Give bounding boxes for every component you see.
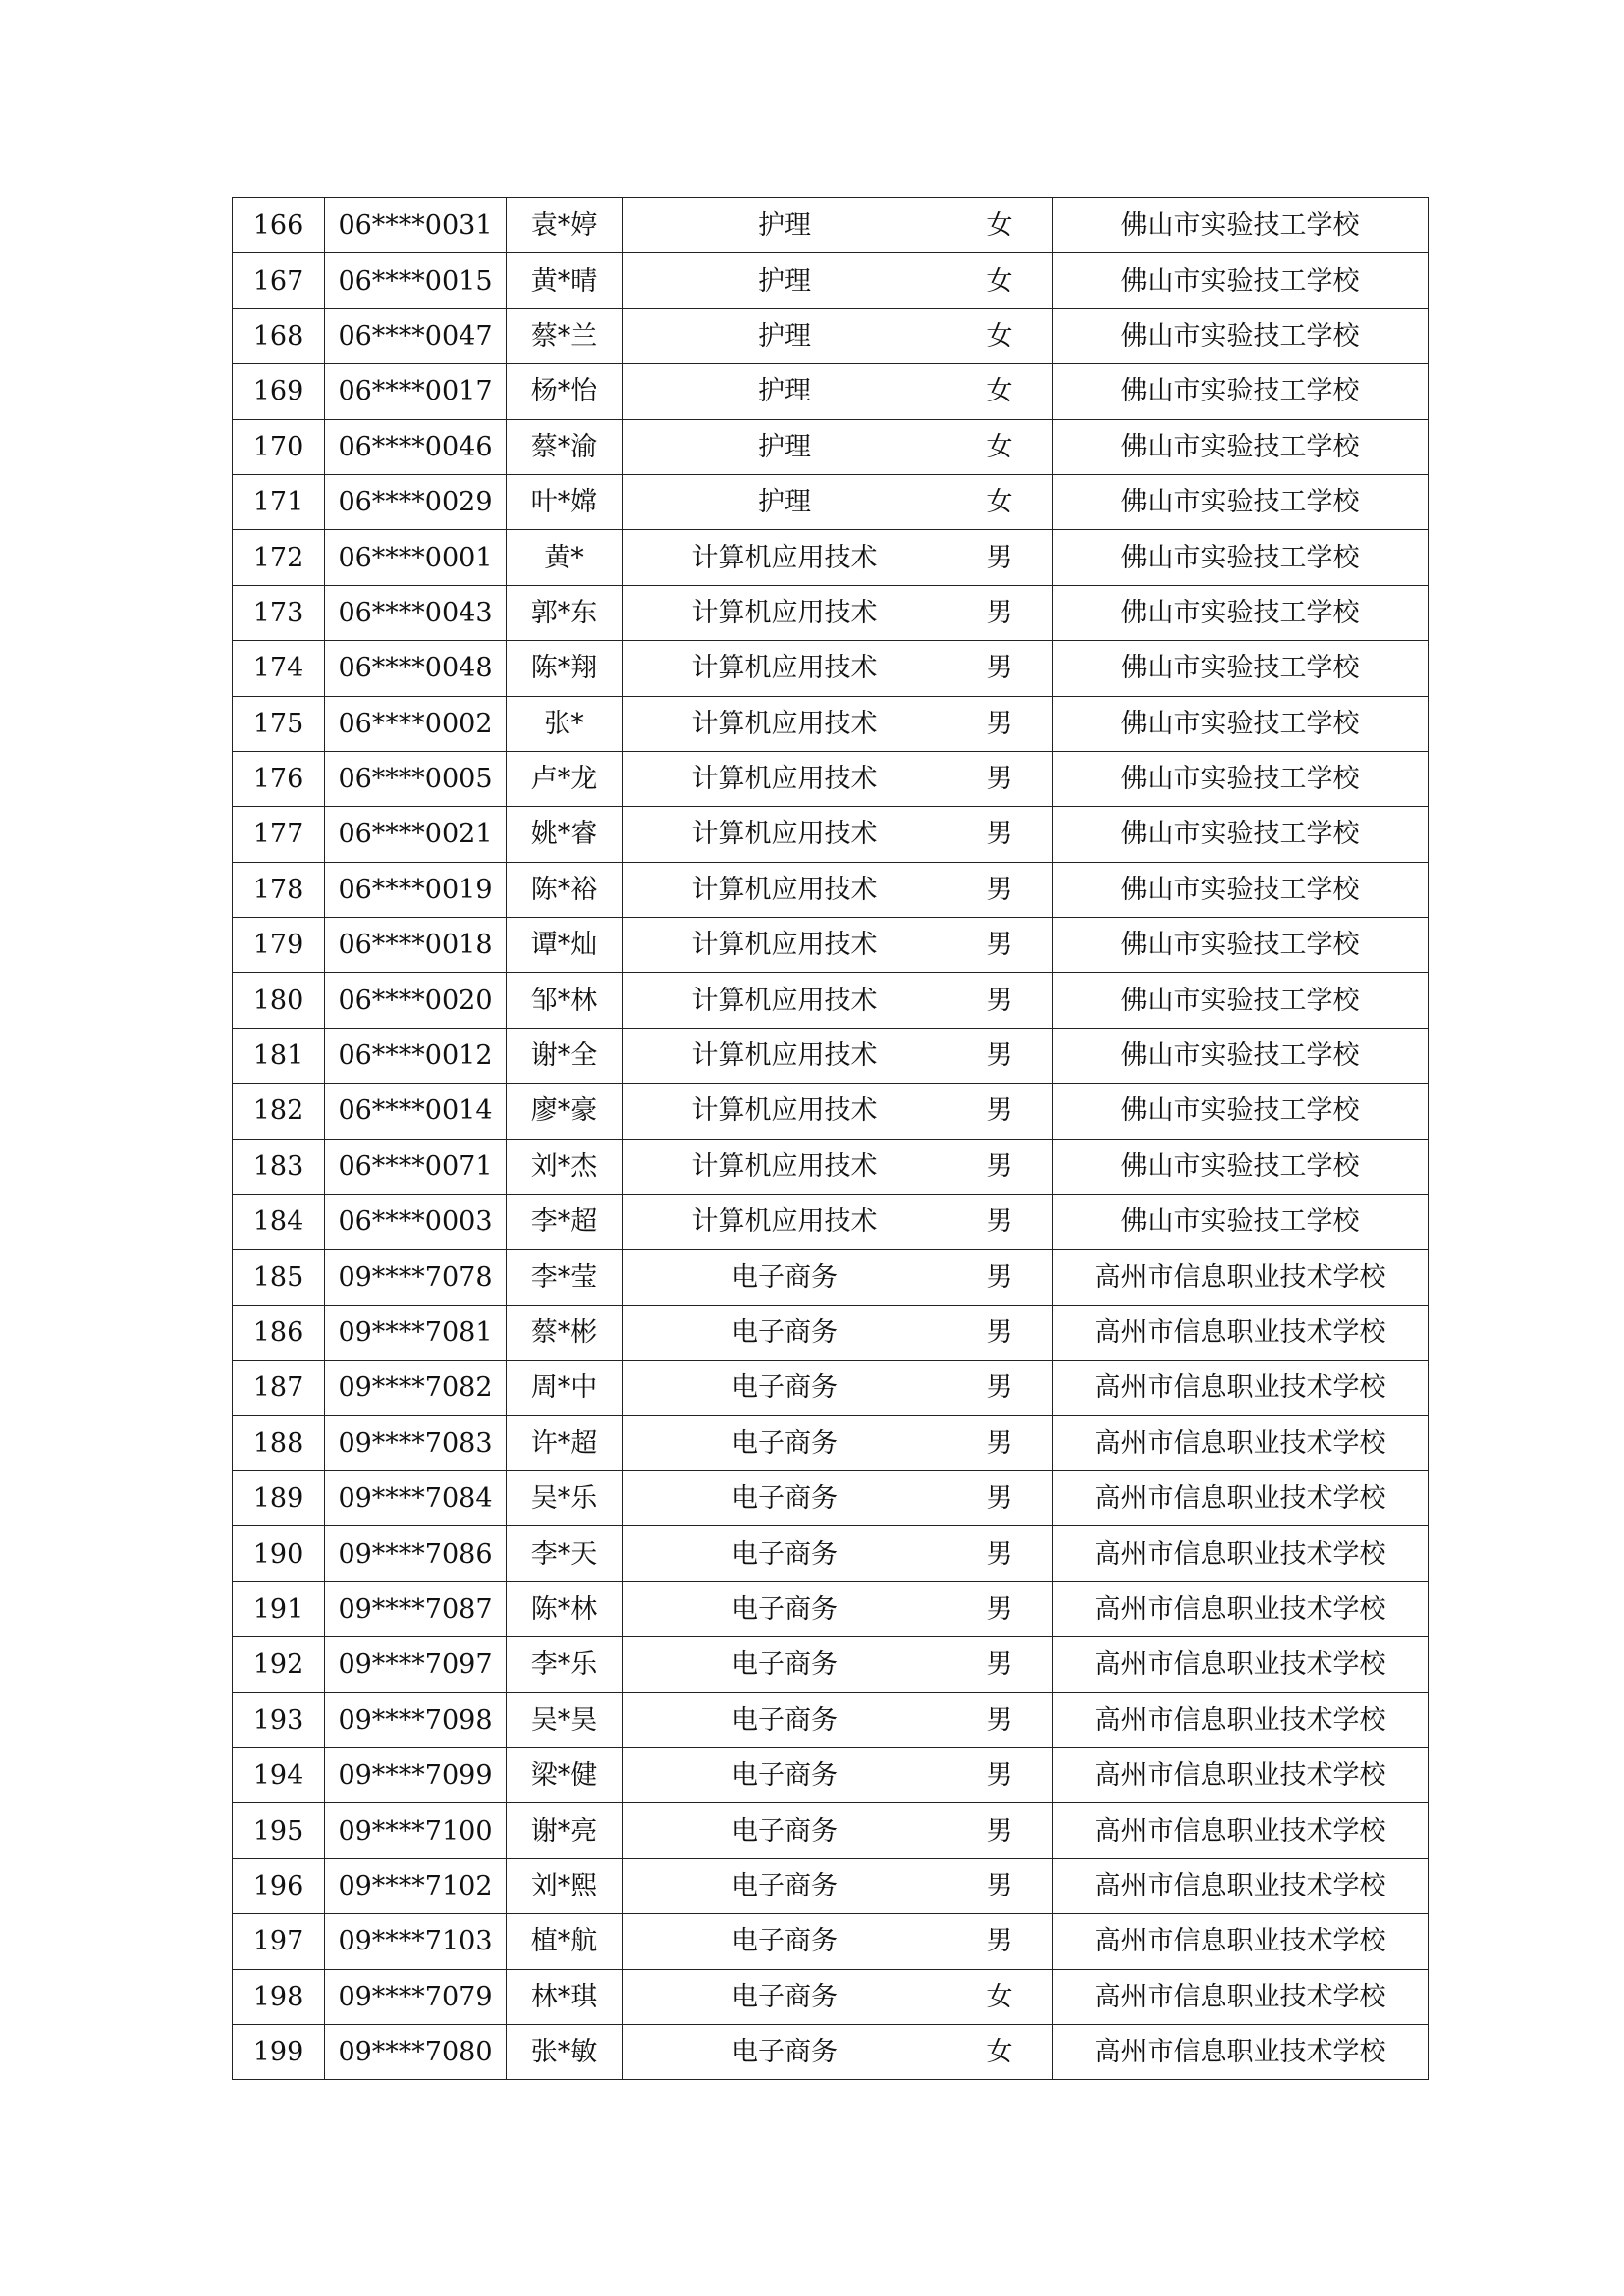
- gender-cell: 女: [947, 419, 1053, 474]
- gender-cell: 女: [947, 1969, 1053, 2024]
- school-cell: 高州市信息职业技术学校: [1053, 1914, 1429, 1969]
- student-name-cell: 张*敏: [507, 2024, 623, 2079]
- student-roster-table: [232, 197, 1429, 2080]
- student-id-cell: 06****0014: [325, 1084, 507, 1139]
- table-row: [233, 1084, 1429, 1139]
- row-number-cell: 199: [233, 2024, 325, 2079]
- gender-cell: 男: [947, 1305, 1053, 1360]
- table-row: [233, 751, 1429, 806]
- table-row: [233, 862, 1429, 917]
- table-row: [233, 253, 1429, 308]
- school-cell: 高州市信息职业技术学校: [1053, 1415, 1429, 1470]
- student-id-cell: 06****0020: [325, 973, 507, 1028]
- row-number-cell: 183: [233, 1139, 325, 1194]
- table-row: [233, 1581, 1429, 1636]
- table-row: [233, 364, 1429, 419]
- row-number-cell: 175: [233, 696, 325, 751]
- table-row: [233, 1195, 1429, 1250]
- student-id-cell: 06****0002: [325, 696, 507, 751]
- student-id-cell: 06****0019: [325, 862, 507, 917]
- major-cell: 电子商务: [623, 1637, 947, 1692]
- school-cell: 高州市信息职业技术学校: [1053, 1581, 1429, 1636]
- table-row: [233, 1692, 1429, 1747]
- table-row: [233, 1526, 1429, 1581]
- major-cell: 电子商务: [623, 1581, 947, 1636]
- school-cell: 高州市信息职业技术学校: [1053, 1470, 1429, 1525]
- major-cell: 计算机应用技术: [623, 1139, 947, 1194]
- table-row: [233, 807, 1429, 862]
- gender-cell: 女: [947, 308, 1053, 363]
- school-cell: 佛山市实验技工学校: [1053, 973, 1429, 1028]
- school-cell: 佛山市实验技工学校: [1053, 585, 1429, 640]
- major-cell: 电子商务: [623, 1361, 947, 1415]
- school-cell: 高州市信息职业技术学校: [1053, 1637, 1429, 1692]
- major-cell: 计算机应用技术: [623, 1195, 947, 1250]
- school-cell: 高州市信息职业技术学校: [1053, 1692, 1429, 1747]
- major-cell: 计算机应用技术: [623, 696, 947, 751]
- row-number-cell: 168: [233, 308, 325, 363]
- gender-cell: 男: [947, 1028, 1053, 1083]
- major-cell: 计算机应用技术: [623, 641, 947, 696]
- gender-cell: 男: [947, 585, 1053, 640]
- student-name-cell: 陈*裕: [507, 862, 623, 917]
- row-number-cell: 179: [233, 918, 325, 973]
- major-cell: 电子商务: [623, 1803, 947, 1858]
- student-id-cell: 09****7084: [325, 1470, 507, 1525]
- row-number-cell: 195: [233, 1803, 325, 1858]
- major-cell: 电子商务: [623, 1305, 947, 1360]
- student-name-cell: 吴*乐: [507, 1470, 623, 1525]
- student-name-cell: 陈*林: [507, 1581, 623, 1636]
- table-row: [233, 1637, 1429, 1692]
- major-cell: 计算机应用技术: [623, 973, 947, 1028]
- student-id-cell: 09****7100: [325, 1803, 507, 1858]
- student-id-cell: 06****0001: [325, 530, 507, 585]
- student-name-cell: 陈*翔: [507, 641, 623, 696]
- gender-cell: 男: [947, 807, 1053, 862]
- gender-cell: 男: [947, 1415, 1053, 1470]
- row-number-cell: 166: [233, 198, 325, 253]
- student-name-cell: 谢*亮: [507, 1803, 623, 1858]
- gender-cell: 男: [947, 696, 1053, 751]
- table-row: [233, 1470, 1429, 1525]
- student-id-cell: 06****0021: [325, 807, 507, 862]
- school-cell: 佛山市实验技工学校: [1053, 364, 1429, 419]
- row-number-cell: 186: [233, 1305, 325, 1360]
- student-name-cell: 李*超: [507, 1195, 623, 1250]
- school-cell: 佛山市实验技工学校: [1053, 1084, 1429, 1139]
- table-row: [233, 1139, 1429, 1194]
- school-cell: 佛山市实验技工学校: [1053, 308, 1429, 363]
- school-cell: 佛山市实验技工学校: [1053, 918, 1429, 973]
- school-cell: 高州市信息职业技术学校: [1053, 1361, 1429, 1415]
- table-row: [233, 1914, 1429, 1969]
- student-name-cell: 叶*嫦: [507, 474, 623, 529]
- student-id-cell: 09****7079: [325, 1969, 507, 2024]
- student-name-cell: 卢*龙: [507, 751, 623, 806]
- row-number-cell: 169: [233, 364, 325, 419]
- gender-cell: 男: [947, 530, 1053, 585]
- student-name-cell: 李*莹: [507, 1250, 623, 1305]
- gender-cell: 女: [947, 253, 1053, 308]
- table-row: [233, 1028, 1429, 1083]
- major-cell: 电子商务: [623, 1415, 947, 1470]
- gender-cell: 女: [947, 474, 1053, 529]
- major-cell: 电子商务: [623, 1747, 947, 1802]
- table-row: [233, 474, 1429, 529]
- gender-cell: 男: [947, 1692, 1053, 1747]
- roster-body: [233, 198, 1429, 2080]
- student-id-cell: 09****7083: [325, 1415, 507, 1470]
- school-cell: 高州市信息职业技术学校: [1053, 1747, 1429, 1802]
- gender-cell: 男: [947, 1803, 1053, 1858]
- major-cell: 计算机应用技术: [623, 1028, 947, 1083]
- student-id-cell: 09****7097: [325, 1637, 507, 1692]
- student-id-cell: 09****7103: [325, 1914, 507, 1969]
- table-row: [233, 918, 1429, 973]
- row-number-cell: 194: [233, 1747, 325, 1802]
- major-cell: 电子商务: [623, 1858, 947, 1913]
- major-cell: 电子商务: [623, 1914, 947, 1969]
- student-name-cell: 周*中: [507, 1361, 623, 1415]
- school-cell: 佛山市实验技工学校: [1053, 419, 1429, 474]
- major-cell: 护理: [623, 419, 947, 474]
- row-number-cell: 187: [233, 1361, 325, 1415]
- student-id-cell: 06****0018: [325, 918, 507, 973]
- student-id-cell: 09****7087: [325, 1581, 507, 1636]
- student-name-cell: 许*超: [507, 1415, 623, 1470]
- major-cell: 计算机应用技术: [623, 807, 947, 862]
- school-cell: 佛山市实验技工学校: [1053, 474, 1429, 529]
- major-cell: 电子商务: [623, 1526, 947, 1581]
- gender-cell: 男: [947, 918, 1053, 973]
- gender-cell: 女: [947, 2024, 1053, 2079]
- gender-cell: 男: [947, 1139, 1053, 1194]
- student-id-cell: 09****7099: [325, 1747, 507, 1802]
- student-name-cell: 刘*熙: [507, 1858, 623, 1913]
- row-number-cell: 192: [233, 1637, 325, 1692]
- table-row: [233, 1858, 1429, 1913]
- student-id-cell: 06****0015: [325, 253, 507, 308]
- student-name-cell: 李*天: [507, 1526, 623, 1581]
- student-name-cell: 蔡*渝: [507, 419, 623, 474]
- major-cell: 电子商务: [623, 1470, 947, 1525]
- school-cell: 高州市信息职业技术学校: [1053, 1803, 1429, 1858]
- table-row: [233, 1305, 1429, 1360]
- major-cell: 计算机应用技术: [623, 585, 947, 640]
- student-id-cell: 09****7080: [325, 2024, 507, 2079]
- major-cell: 护理: [623, 198, 947, 253]
- table-row: [233, 1415, 1429, 1470]
- row-number-cell: 180: [233, 973, 325, 1028]
- gender-cell: 女: [947, 198, 1053, 253]
- student-id-cell: 06****0047: [325, 308, 507, 363]
- row-number-cell: 198: [233, 1969, 325, 2024]
- row-number-cell: 193: [233, 1692, 325, 1747]
- student-id-cell: 06****0012: [325, 1028, 507, 1083]
- row-number-cell: 185: [233, 1250, 325, 1305]
- major-cell: 电子商务: [623, 1250, 947, 1305]
- student-id-cell: 06****0043: [325, 585, 507, 640]
- school-cell: 高州市信息职业技术学校: [1053, 1969, 1429, 2024]
- row-number-cell: 197: [233, 1914, 325, 1969]
- student-name-cell: 林*琪: [507, 1969, 623, 2024]
- student-name-cell: 邹*林: [507, 973, 623, 1028]
- row-number-cell: 173: [233, 585, 325, 640]
- row-number-cell: 167: [233, 253, 325, 308]
- gender-cell: 男: [947, 1858, 1053, 1913]
- table-row: [233, 1969, 1429, 2024]
- table-row: [233, 1361, 1429, 1415]
- school-cell: 佛山市实验技工学校: [1053, 198, 1429, 253]
- table-row: [233, 973, 1429, 1028]
- school-cell: 高州市信息职业技术学校: [1053, 1526, 1429, 1581]
- major-cell: 计算机应用技术: [623, 530, 947, 585]
- major-cell: 护理: [623, 474, 947, 529]
- row-number-cell: 174: [233, 641, 325, 696]
- school-cell: 高州市信息职业技术学校: [1053, 1250, 1429, 1305]
- gender-cell: 男: [947, 862, 1053, 917]
- row-number-cell: 172: [233, 530, 325, 585]
- gender-cell: 男: [947, 641, 1053, 696]
- student-id-cell: 06****0005: [325, 751, 507, 806]
- gender-cell: 男: [947, 1084, 1053, 1139]
- row-number-cell: 191: [233, 1581, 325, 1636]
- student-name-cell: 郭*东: [507, 585, 623, 640]
- row-number-cell: 176: [233, 751, 325, 806]
- gender-cell: 男: [947, 1581, 1053, 1636]
- school-cell: 佛山市实验技工学校: [1053, 641, 1429, 696]
- row-number-cell: 181: [233, 1028, 325, 1083]
- student-name-cell: 廖*豪: [507, 1084, 623, 1139]
- row-number-cell: 188: [233, 1415, 325, 1470]
- gender-cell: 女: [947, 364, 1053, 419]
- table-row: [233, 585, 1429, 640]
- student-id-cell: 06****0071: [325, 1139, 507, 1194]
- row-number-cell: 184: [233, 1195, 325, 1250]
- school-cell: 高州市信息职业技术学校: [1053, 1858, 1429, 1913]
- school-cell: 高州市信息职业技术学校: [1053, 2024, 1429, 2079]
- gender-cell: 男: [947, 1470, 1053, 1525]
- student-name-cell: 李*乐: [507, 1637, 623, 1692]
- table-row: [233, 2024, 1429, 2079]
- student-name-cell: 蔡*彬: [507, 1305, 623, 1360]
- row-number-cell: 170: [233, 419, 325, 474]
- school-cell: 佛山市实验技工学校: [1053, 1139, 1429, 1194]
- gender-cell: 男: [947, 973, 1053, 1028]
- student-id-cell: 09****7098: [325, 1692, 507, 1747]
- table-row: [233, 696, 1429, 751]
- major-cell: 计算机应用技术: [623, 862, 947, 917]
- school-cell: 佛山市实验技工学校: [1053, 696, 1429, 751]
- row-number-cell: 182: [233, 1084, 325, 1139]
- school-cell: 佛山市实验技工学校: [1053, 862, 1429, 917]
- major-cell: 计算机应用技术: [623, 918, 947, 973]
- student-name-cell: 谭*灿: [507, 918, 623, 973]
- student-name-cell: 杨*怡: [507, 364, 623, 419]
- row-number-cell: 189: [233, 1470, 325, 1525]
- gender-cell: 男: [947, 1637, 1053, 1692]
- row-number-cell: 178: [233, 862, 325, 917]
- student-name-cell: 黄*: [507, 530, 623, 585]
- school-cell: 佛山市实验技工学校: [1053, 530, 1429, 585]
- school-cell: 佛山市实验技工学校: [1053, 253, 1429, 308]
- gender-cell: 男: [947, 1361, 1053, 1415]
- major-cell: 计算机应用技术: [623, 751, 947, 806]
- student-name-cell: 袁*婷: [507, 198, 623, 253]
- school-cell: 高州市信息职业技术学校: [1053, 1305, 1429, 1360]
- row-number-cell: 171: [233, 474, 325, 529]
- school-cell: 佛山市实验技工学校: [1053, 751, 1429, 806]
- row-number-cell: 196: [233, 1858, 325, 1913]
- row-number-cell: 190: [233, 1526, 325, 1581]
- major-cell: 护理: [623, 253, 947, 308]
- student-id-cell: 09****7102: [325, 1858, 507, 1913]
- table-row: [233, 1250, 1429, 1305]
- student-name-cell: 谢*全: [507, 1028, 623, 1083]
- student-name-cell: 刘*杰: [507, 1139, 623, 1194]
- major-cell: 计算机应用技术: [623, 1084, 947, 1139]
- student-id-cell: 09****7082: [325, 1361, 507, 1415]
- gender-cell: 男: [947, 1195, 1053, 1250]
- table-row: [233, 641, 1429, 696]
- major-cell: 电子商务: [623, 1692, 947, 1747]
- major-cell: 电子商务: [623, 2024, 947, 2079]
- student-name-cell: 姚*睿: [507, 807, 623, 862]
- student-name-cell: 蔡*兰: [507, 308, 623, 363]
- student-id-cell: 09****7081: [325, 1305, 507, 1360]
- gender-cell: 男: [947, 751, 1053, 806]
- table-row: [233, 1803, 1429, 1858]
- table-row: [233, 308, 1429, 363]
- school-cell: 佛山市实验技工学校: [1053, 1028, 1429, 1083]
- student-id-cell: 09****7078: [325, 1250, 507, 1305]
- student-id-cell: 06****0031: [325, 198, 507, 253]
- row-number-cell: 177: [233, 807, 325, 862]
- table-row: [233, 198, 1429, 253]
- gender-cell: 男: [947, 1526, 1053, 1581]
- student-name-cell: 吴*昊: [507, 1692, 623, 1747]
- student-id-cell: 06****0046: [325, 419, 507, 474]
- gender-cell: 男: [947, 1250, 1053, 1305]
- student-id-cell: 09****7086: [325, 1526, 507, 1581]
- major-cell: 护理: [623, 308, 947, 363]
- student-id-cell: 06****0003: [325, 1195, 507, 1250]
- school-cell: 佛山市实验技工学校: [1053, 807, 1429, 862]
- student-name-cell: 张*: [507, 696, 623, 751]
- table-row: [233, 419, 1429, 474]
- student-id-cell: 06****0048: [325, 641, 507, 696]
- gender-cell: 男: [947, 1747, 1053, 1802]
- student-id-cell: 06****0029: [325, 474, 507, 529]
- school-cell: 佛山市实验技工学校: [1053, 1195, 1429, 1250]
- student-name-cell: 植*航: [507, 1914, 623, 1969]
- student-name-cell: 黄*晴: [507, 253, 623, 308]
- student-id-cell: 06****0017: [325, 364, 507, 419]
- student-name-cell: 梁*健: [507, 1747, 623, 1802]
- gender-cell: 男: [947, 1914, 1053, 1969]
- table-row: [233, 530, 1429, 585]
- major-cell: 电子商务: [623, 1969, 947, 2024]
- table-row: [233, 1747, 1429, 1802]
- major-cell: 护理: [623, 364, 947, 419]
